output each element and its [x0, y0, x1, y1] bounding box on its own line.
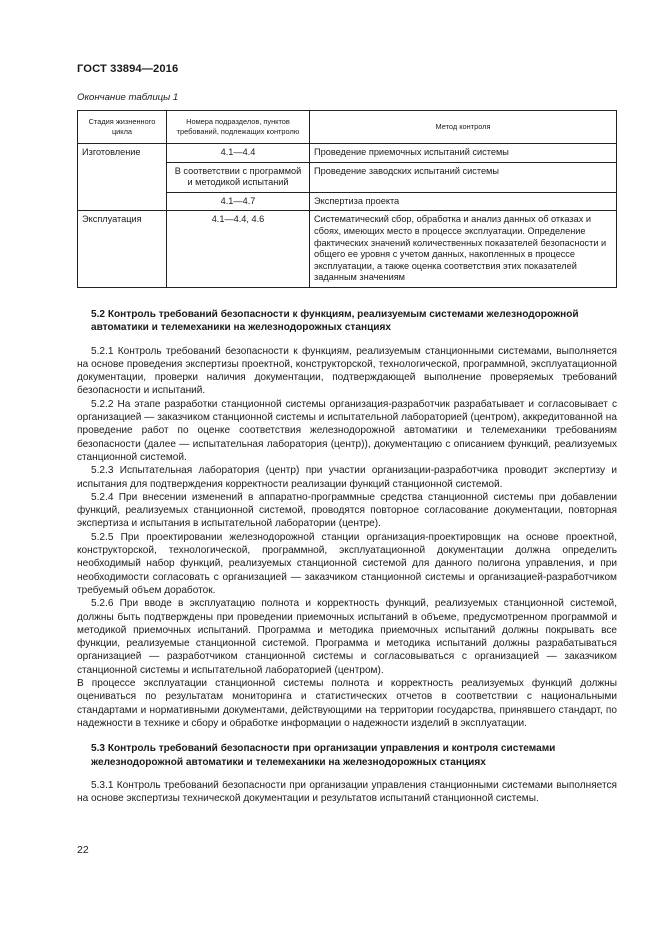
- paragraph-5-3-1: 5.3.1 Контроль требований безопасности при организации управления станционными системами выполняется на основе экспертизы технической документации и результатов испытаний станционной системы.: [77, 779, 617, 805]
- cell-method: Проведение приемочных испытаний системы: [310, 144, 617, 163]
- control-methods-table: [77, 110, 617, 288]
- section-5-3-title: 5.3 Контроль требований безопасности при организации управления и контроля системами железнодорожной автоматики и телемеханики на железнодорожных станциях: [91, 743, 556, 768]
- cell-items: В соответствии с программой и методикой испытаний: [167, 162, 310, 192]
- paragraph-5-2-5: 5.2.5 При проектировании железнодорожной станции организация-проектировщик на основе проектной, конструкторской, технологической, программной, эксплуатационной документации должна определить необходимый набор функций, реализуемых станционной системой для данного полигона управления, и при необходимости согласовать с организацией — заказчиком станционной системы и организацией-разработчиком требуемый объем доработок.: [77, 531, 617, 596]
- paragraph-5-2-2: 5.2.2 На этапе разработки станционной системы организация-разработчик разрабатывает и согласовывает с организацией — заказчиком станционной системы и испытательной лабораторией (центром), аккредитованной на проведение работ по оценке соответствия железнодорожной автоматики и телемеханики требованиям безопасности (далее — испытательная лаборатория (центр)), документацию с описанием функций, реализуемых станционной системой.: [77, 398, 617, 463]
- table-header-row: [78, 111, 617, 144]
- table-caption: Окончание таблицы 1: [77, 92, 179, 103]
- paragraph-5-2-6: 5.2.6 При вводе в эксплуатацию полнота и корректность функций, реализуемых станционной системой, должны быть подтверждены при проведении приемочных испытаний в объеме, предусмотренном программой и методикой приемочных испытаний. Программа и методика приемочных испытаний должны покрывать все функции, реализуемые станционной системой. Программа и методика испытаний должны разрабатываться организацией — разработчиком станционной системы и согласовываться с организацией — заказчиком станционной системы и испытательной лабораторией (центром).: [77, 598, 617, 676]
- cell-items: 4.1—4.4: [167, 144, 310, 163]
- cell-stage: Изготовление: [78, 144, 167, 211]
- header-items: Номера подразделов, пунктов требований, подлежащих контролю: [167, 111, 310, 144]
- table-row: [78, 144, 617, 163]
- header-method: Метод контроля: [310, 111, 617, 144]
- page-number: 22: [77, 844, 89, 856]
- cell-items: 4.1—4.7: [167, 192, 310, 211]
- section-5-2: [77, 308, 617, 805]
- standard-designation: ГОСТ 33894—2016: [77, 63, 179, 75]
- cell-items: 4.1—4.4, 4.6: [167, 211, 310, 288]
- cell-stage: Эксплуатация: [78, 211, 167, 288]
- paragraph-5-2-3: 5.2.3 Испытательная лаборатория (центр) при участии организации-разработчика проводит экспертизу и испытания для подтверждения корректности реализации функций станционной системой.: [77, 465, 617, 490]
- section-5-2-title: 5.2 Контроль требований безопасности к функциям, реализуемым системами железнодорожной автоматики и телемеханики на железнодорожных станциях: [91, 309, 579, 334]
- paragraph-5-2-1: 5.2.1 Контроль требований безопасности к функциям, реализуемым станционными системами, выполняется на основе проведения экспертизы проектной, конструкторской, технологической, программной, эксплуатационной документации, проверки наличия документации, подтверждающей выполнение проверяемых требований безопасности и испытаний.: [77, 345, 617, 397]
- table-row: [78, 211, 617, 288]
- header-stage: Стадия жизненного цикла: [78, 111, 167, 144]
- paragraph-5-2-6-continued: В процессе эксплуатации станционной системы полнота и корректность реализуемых функций должны оцениваться по результатам мониторинга и статистических отчетов в соответствии с национальными стандартами и нормативными документами, действующими на территории государства, принявшего стандарт, по надежности в технике и сбору и обработке информации о надежности изделий в эксплуатации.: [77, 678, 617, 729]
- cell-method: Экспертиза проекта: [310, 192, 617, 211]
- paragraph-5-2-4: 5.2.4 При внесении изменений в аппаратно-программные средства станционной системы при добавлении функций, реализуемых станционной системой, проводятся повторное согласование документации, повторная экспертиза и испытания в испытательной лаборатории (центре).: [77, 491, 617, 530]
- cell-method: Систематический сбор, обработка и анализ данных об отказах и сбоях, имеющих место в процессе эксплуатации. Определение фактических значений количественных показателей безопасности и общего ее уровня с учетом данных, накопленных в процессе эксплуатации, а также оценка соответствия этих показателей заданным значениям: [310, 211, 617, 288]
- cell-method: Проведение заводских испытаний системы: [310, 162, 617, 192]
